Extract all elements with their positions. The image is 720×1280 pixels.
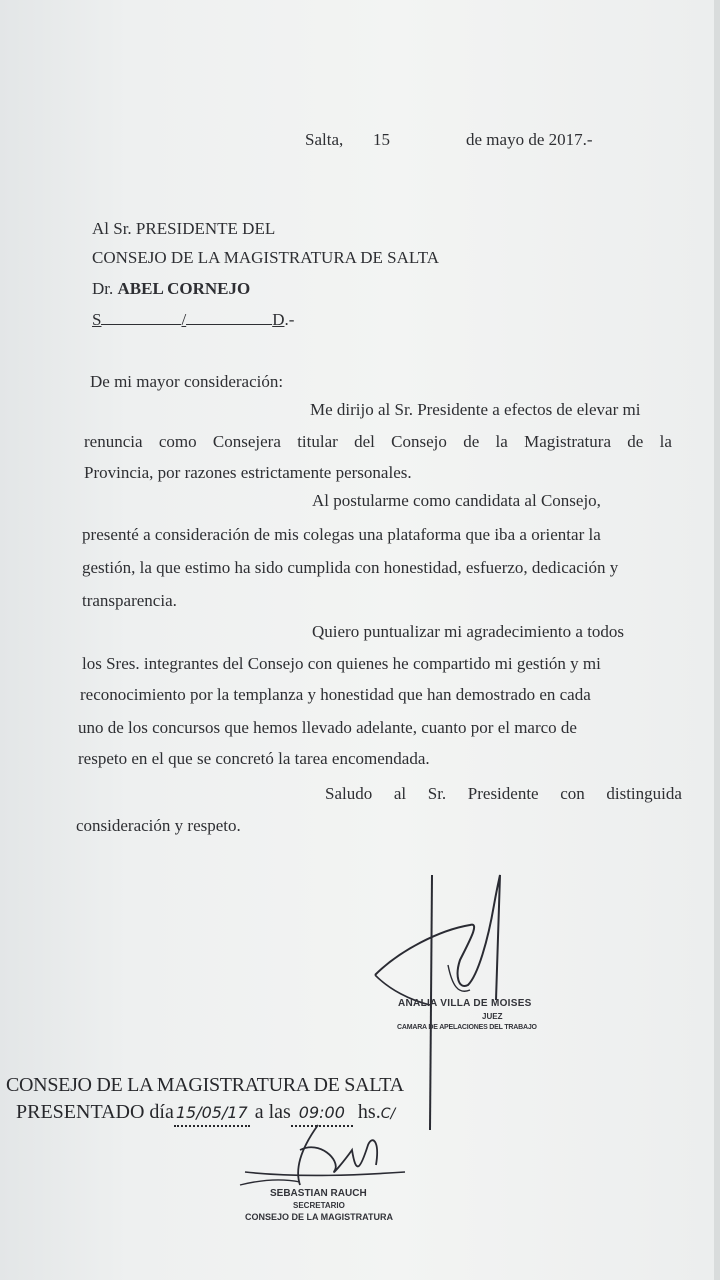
addressee-title: Dr. [92,279,114,298]
sd-slash: / [181,310,187,329]
word: de [627,432,644,451]
date-month-year: de mayo de 2017.- [466,130,593,149]
sd-end: .- [284,310,295,329]
body-line: Quiero puntualizar mi agradecimiento a todos [312,622,625,641]
reception-time: 09:00 [291,1101,353,1127]
word: la [659,432,672,451]
reception-date: 15/05/17 [174,1101,250,1127]
body-line: reconocimiento por la templanza y honestidad que han demostrado en cada [80,685,591,704]
word: Consejera [212,432,281,451]
word: del [354,432,375,451]
addressee-name: ABEL CORNEJO [117,279,251,298]
addressee-line1: Al Sr. PRESIDENTE DEL [92,219,276,238]
date-day: 15 [373,130,390,149]
body-line: uno de los concursos que hemos llevado adelante, cuanto por el marco de [78,718,577,737]
body-line: Provincia, por razones estrictamente personales. [84,463,412,482]
word: al [393,784,407,803]
word: Consejo [391,432,447,451]
secretary-org: CONSEJO DE LA MAGISTRATURA [245,1212,394,1222]
sd-s: S [92,310,102,329]
body-line: transparencia. [82,591,177,610]
body-line: gestión, la que estimo ha sido cumplida con honestidad, esfuerzo, dedicación y [82,558,619,577]
line-text: Al postularme como candidata al Consejo, [312,491,601,510]
sd-d: D [272,310,285,329]
word: como [158,432,197,451]
a-las-label: a las [254,1101,291,1123]
word: Saludo [325,784,373,803]
word: titular [297,432,338,451]
word: de [463,432,480,451]
signer-name: ANALIA VILLA DE MOISES [398,998,532,1009]
word: distinguida [606,784,682,803]
signer-court: CAMARA DE APELACIONES DEL TRABAJO [397,1024,537,1031]
word: Presidente [467,784,539,803]
signer-role: JUEZ [482,1012,503,1021]
addressee-line2: CONSEJO DE LA MAGISTRATURA DE SALTA [92,248,440,267]
reception-title: CONSEJO DE LA MAGISTRATURA DE SALTA [6,1074,404,1096]
secretary-role: SECRETARIO [293,1201,345,1210]
body-line: respeto en el que se concretó la tarea encomendada. [78,749,430,768]
body-line: presenté a consideración de mis colegas una plataforma que iba a orientar la [82,525,601,544]
secretary-name: SEBASTIAN RAUCH [270,1188,367,1199]
word: con [560,784,585,803]
greeting: De mi mayor consideración: [90,372,284,391]
word: Magistratura [524,432,611,451]
date-city: Salta, [305,130,344,149]
body-line: los Sres. integrantes del Consejo con quienes he compartido mi gestión y mi [82,654,601,673]
word: la [495,432,508,451]
word: Sr. [427,784,447,803]
line-text: Me dirijo al Sr. Presidente a efectos de elevar mi [310,400,641,419]
presentado-label: PRESENTADO día [16,1101,174,1123]
word: renuncia [84,432,143,451]
hs-note: C/ [380,1106,396,1122]
body-line: consideración y respeto. [76,816,241,835]
hs-label: hs. [357,1101,381,1123]
